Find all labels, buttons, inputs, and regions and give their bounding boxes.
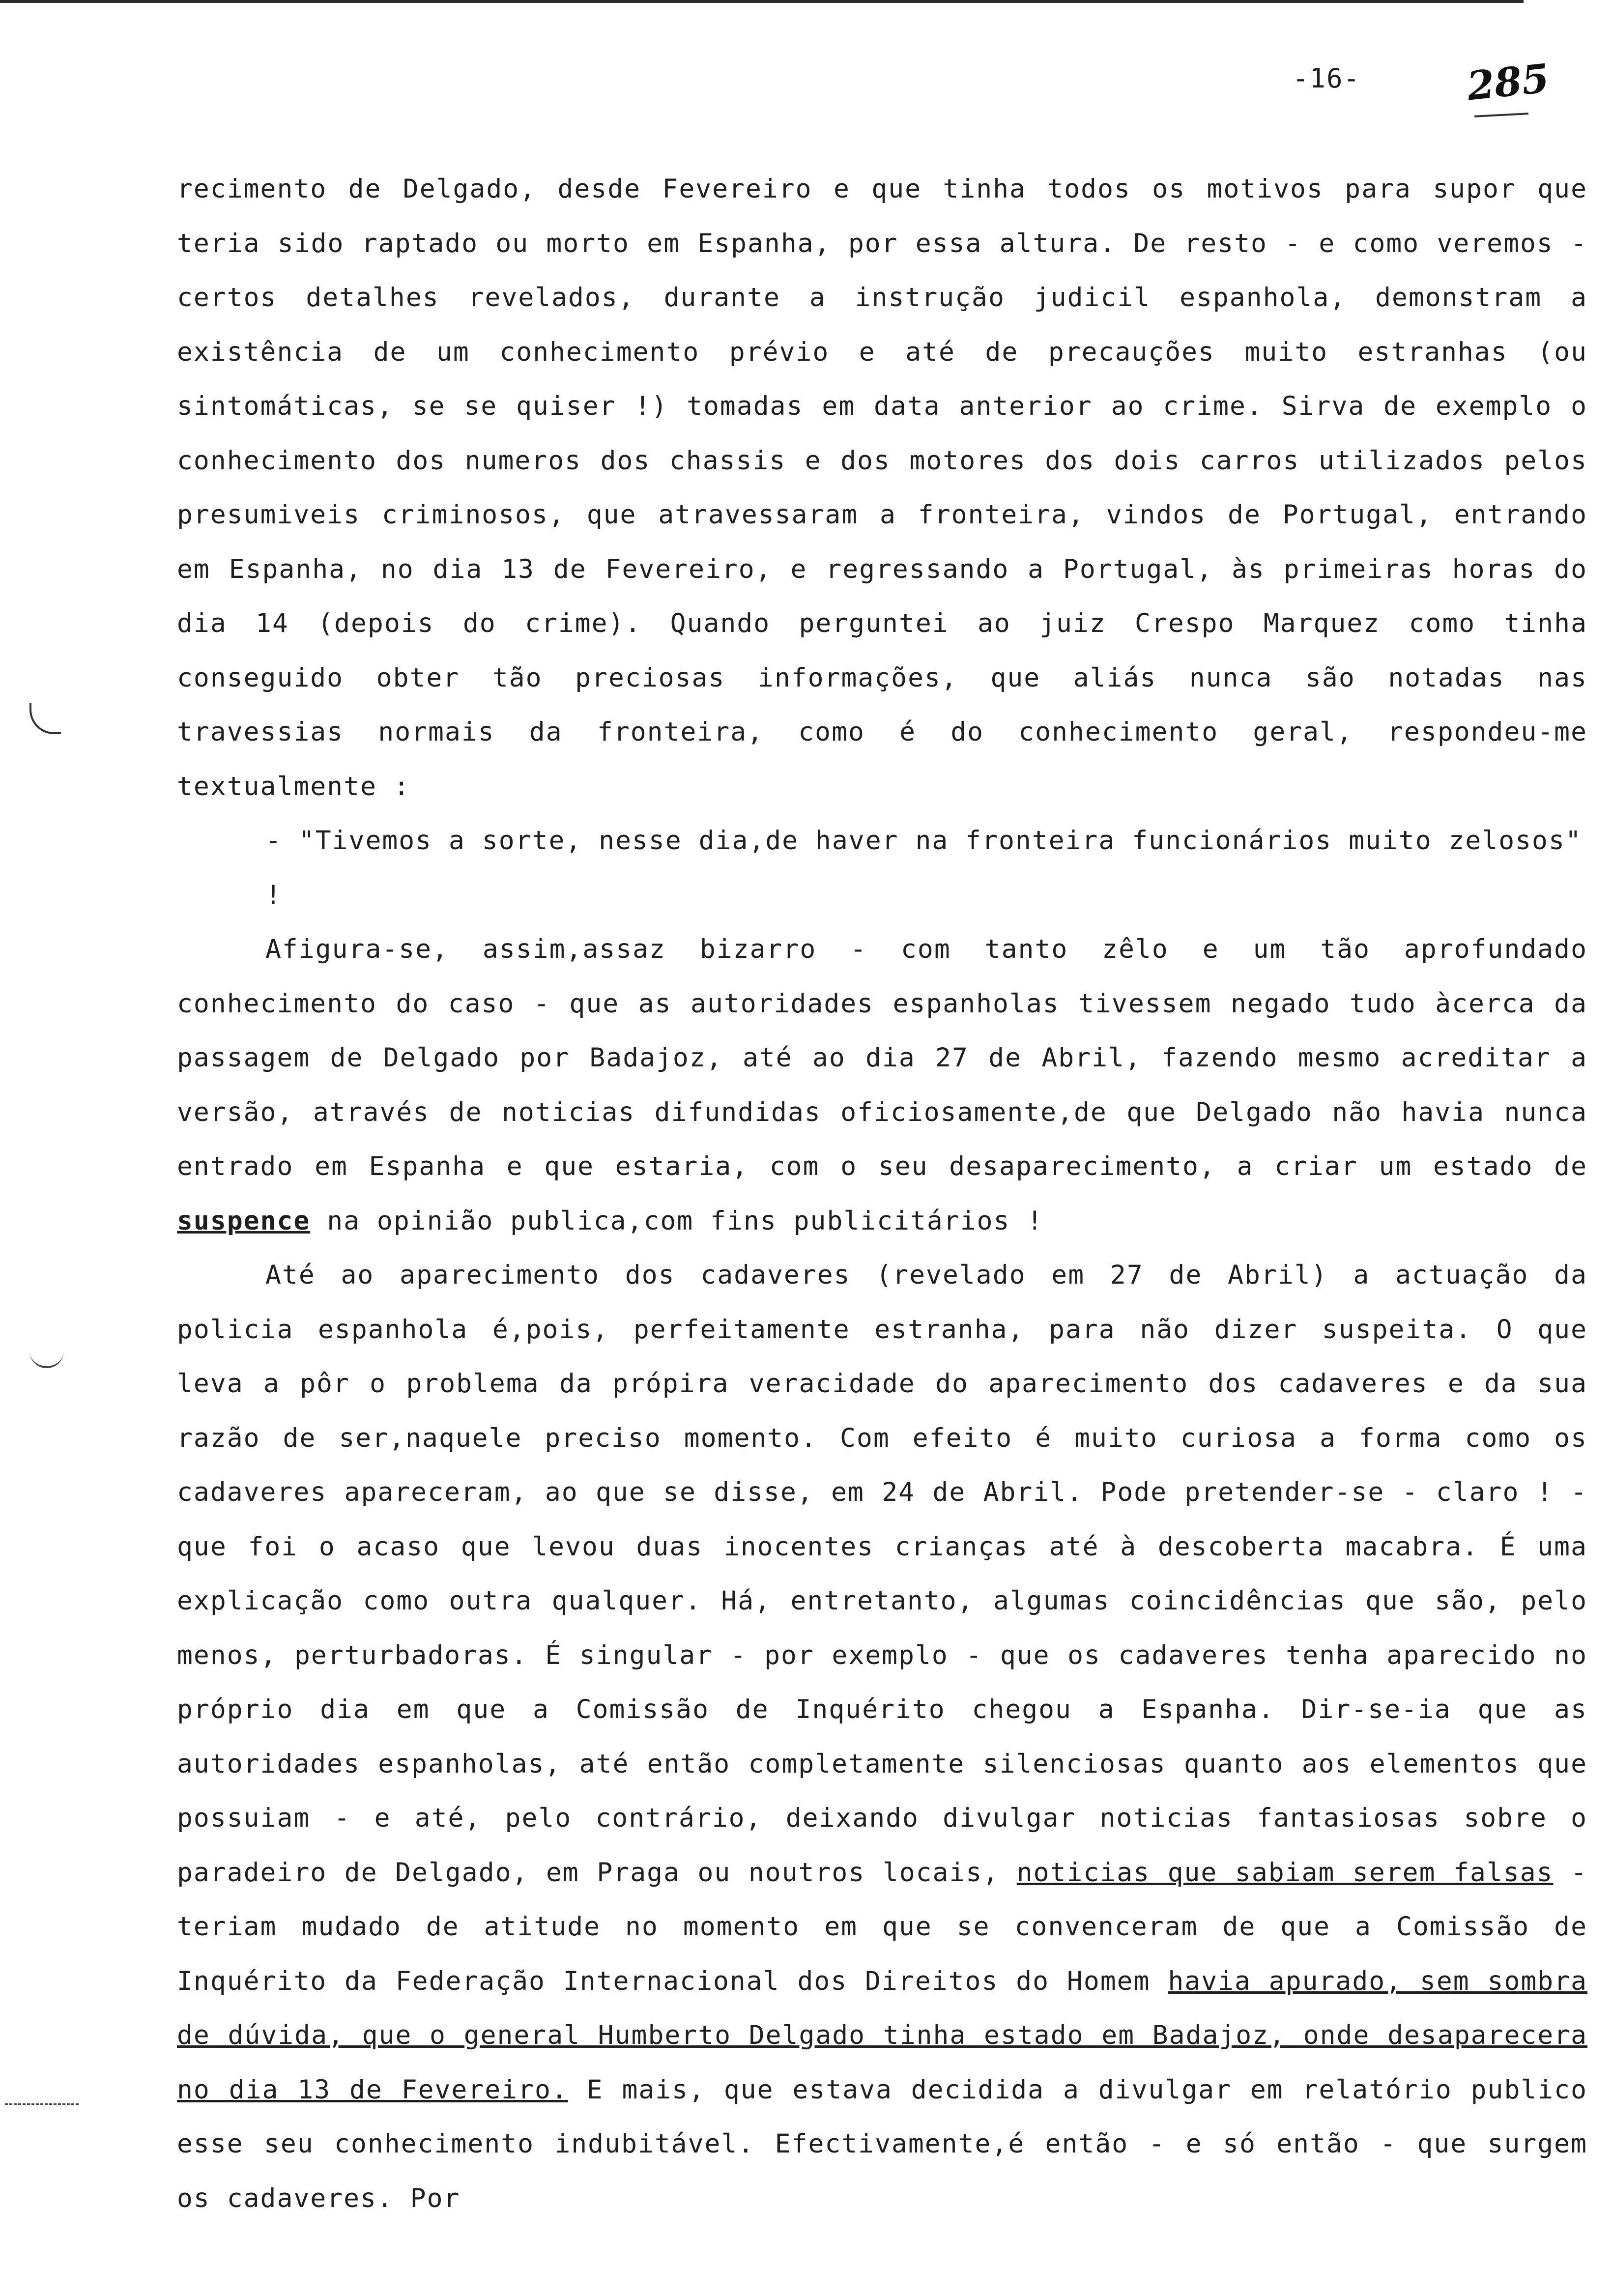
margin-pencil-mark-2 [29,1347,64,1368]
top-rule [0,0,1524,3]
typed-letter-body [177,162,1587,2226]
paragraph-2-text-b: na opinião publica,com fins publicitários ! [310,1205,1044,1236]
archive-number: 285 [1465,55,1552,110]
margin-pencil-mark [29,703,61,734]
archive-number-underline [1474,113,1528,117]
underlined-suspence: suspence [177,1205,311,1236]
paragraph-2 [177,922,1587,1248]
quote-line: - "Tivemos a sorte, nesse dia,de haver na fronteira funcionários muito zelosos" ! [265,826,1582,910]
paragraph-3-text-c: E mais, que estava decidida a divulgar em relatório publico esse seu conhecimento indubitável. Efectivamente,é então - e só então - que surgem os cadaveres. Por [177,2074,1587,2213]
underlined-false-news: noticias que sabiam serem falsas [1016,1857,1554,1888]
page-number: -16- [1293,63,1361,94]
paragraph-3 [177,1248,1587,2226]
paragraph-3-text-b: - teriam mudado de atitude no momento em que se convenceram de que a Comissão de Inquérito da Federação Internacional dos Direitos do Homem [177,1857,1587,1996]
underlined-finding: havia apurado, sem sombra de dúvida, que o general Humberto Delgado tinha estado em Badajoz, onde desaparecera no dia 13 de Fevereiro. [177,1966,1587,2105]
paragraph-3-text-a: Até ao aparecimento dos cadaveres (revelado em 27 de Abril) a actuação da policia espanhola é,pois, perfeitamente estranha, para não dizer suspeita. O que leva a pôr o problema da própira veracidade do aparecimento dos cadaveres e da sua razão de ser,naquele preciso momento. Com efeito é muito curiosa a forma como os cadaveres apareceram, ao que se disse, em 24 de Abril. Pode pretender-se - claro ! - que foi o acaso que levou duas inocentes crianças até à descoberta macabra. É uma explicação como outra qualquer. Há, entretanto, algumas coincidências que são, pelo menos, perturbadoras. É singular - por exemplo - que os cadaveres tenha aparecido no próprio dia em que a Comissão de Inquérito chegou a Espanha. Dir-se-ia que as autoridades espanholas, até então completamente silenciosas quanto aos elementos que possuiam - e até, pelo contrário, deixando divulgar noticias fantasiosas sobre o paradeiro de Delgado, em Praga ou noutros locais, [177,1260,1587,1888]
paragraph-1: recimento de Delgado, desde Fevereiro e que tinha todos os motivos para supor que teria sido raptado ou morto em Espanha, por essa altura. De resto - e como veremos - certos detalhes revelados, durante a instrução judicil espanhola, demonstram a existência de um conhecimento prévio e até de precauções muito estranhas (ou sintomáticas, se se quiser !) tomadas em data anterior ao crime. Sirva de exemplo o conhecimento dos numeros dos chassis e dos motores dos dois carros utilizados pelos presumiveis criminosos, que atravessaram a fronteira, vindos de Portugal, entrando em Espanha, no dia 13 de Fevereiro, e regressando a Portugal, às primeiras horas do dia 14 (depois do crime). Quando perguntei ao juiz Crespo Marquez como tinha conseguido obter tão preciosas informações, que aliás nunca são notadas nas travessias normais da fronteira, como é do conhecimento geral, respondeu-me textualmente : [177,174,1587,802]
paragraph-2-text-a: Afigura-se, assim,assaz bizarro - com tanto zêlo e um tão aprofundado conhecimento do caso - que as autoridades espanholas tivessem negado tudo àcerca da passagem de Delgado por Badajoz, até ao dia 27 de Abril, fazendo mesmo acreditar a versão, através de noticias difundidas oficiosamente,de que Delgado não havia nunca entrado em Espanha e que estaria, com o seu desaparecimento, a criar um estado de [177,934,1587,1181]
margin-dash-mark [5,2103,79,2105]
